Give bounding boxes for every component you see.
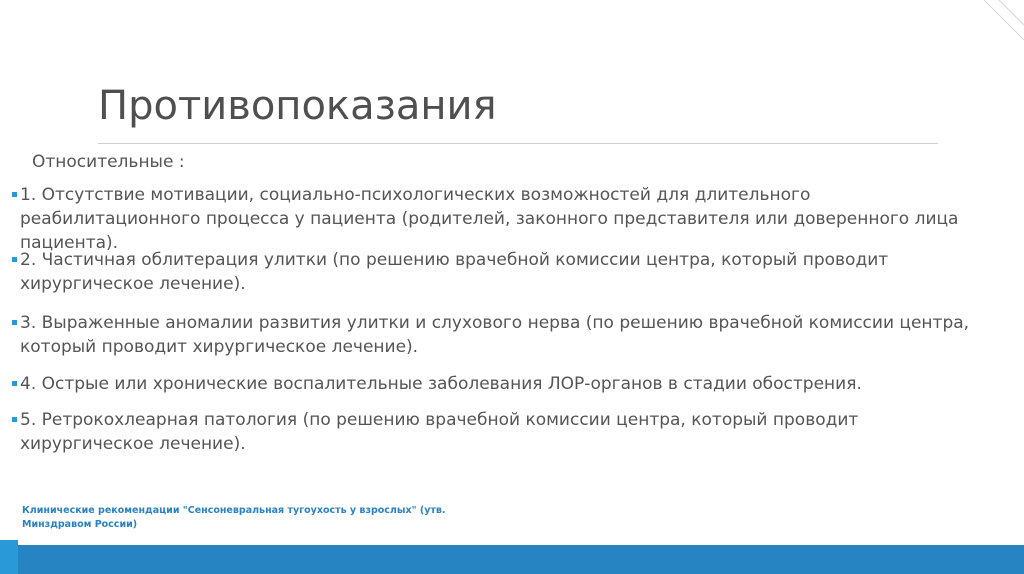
corner-decoration-icon: [964, 0, 1024, 60]
square-bullet-icon: [12, 320, 17, 325]
list-item: [20, 248, 995, 296]
list-item-text: 4. Острые или хронические воспалительные заболевания ЛОР-органов в стадии обострения.: [20, 374, 862, 394]
list-item: [20, 311, 995, 359]
square-bullet-icon: [12, 381, 17, 386]
footer-reference: Клинические рекомендации "Сенсоневральная тугоухость у взрослых" (утв. Минздравом России): [22, 505, 446, 530]
list-item-text: 1. Отсутствие мотивации, социально-психологических возможностей для длительного реабилитационного процесса у пациента (родителей, законного представителя или доверенного лица пациента).: [20, 185, 959, 253]
list-item: [20, 183, 995, 255]
bottom-accent-bar: [0, 545, 1024, 574]
content-subtitle: Относительные :: [32, 152, 185, 172]
square-bullet-icon: [12, 417, 17, 422]
square-bullet-icon: [12, 257, 17, 262]
square-bullet-icon: [12, 192, 17, 197]
slide-title: Противопоказания: [98, 83, 497, 129]
list-item: [20, 408, 995, 456]
list-item-text: 3. Выраженные аномалии развития улитки и слухового нерва (по решению врачебной комиссии центра, который проводит хирургическое лечение).: [20, 313, 970, 357]
list-item-text: 2. Частичная облитерация улитки (по решению врачебной комиссии центра, который проводит хирургическое лечение).: [20, 250, 889, 294]
list-item: [20, 372, 995, 396]
bottom-accent-bar-left: [0, 540, 18, 574]
title-divider: [98, 143, 938, 144]
list-item-text: 5. Ретрокохлеарная патология (по решению врачебной комиссии центра, который проводит хирургическое лечение).: [20, 410, 859, 454]
